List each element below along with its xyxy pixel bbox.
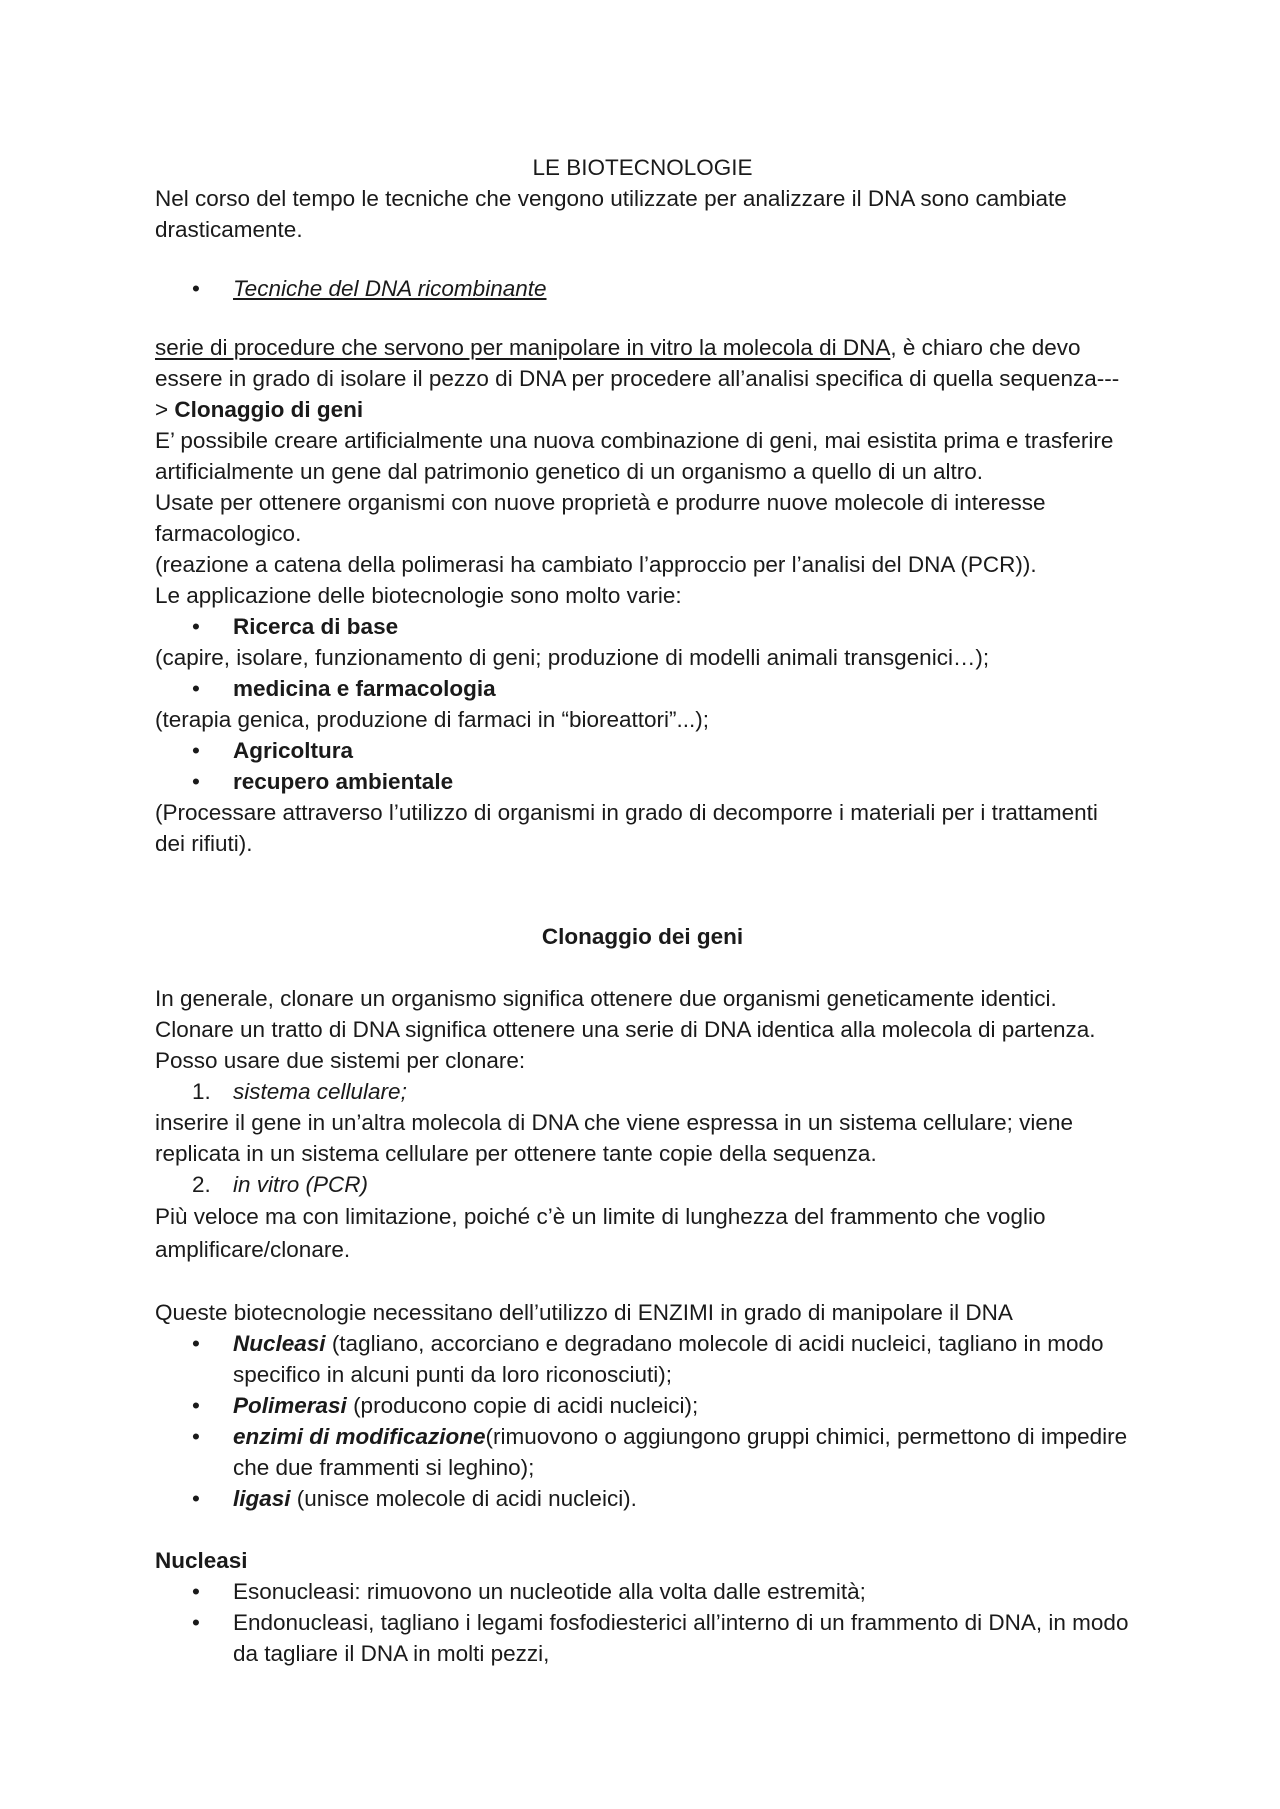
list-item [155, 1607, 1130, 1669]
spacer [155, 952, 1130, 983]
bullet-icon: • [192, 276, 200, 301]
bullet-icon: • [192, 1424, 200, 1449]
paragraph-generale: In generale, clonare un organismo significa ottenere due organismi geneticamente identici. Clonare un tratto di DNA significa ottenere una serie di DNA identica alla molecola di partenza. Posso usare due sistemi per clonare: [155, 986, 1096, 1073]
paragraph-enzimi: Queste biotecnologie necessitano dell’utilizzo di ENZIMI in grado di manipolare il DNA [155, 1300, 1013, 1325]
list-item [155, 735, 1130, 766]
bullet-icon: • [192, 676, 200, 701]
intro-paragraph: Nel corso del tempo le tecniche che vengono utilizzate per analizzare il DNA sono cambiate drasticamente. [155, 186, 1067, 242]
list-item-text: Esonucleasi: rimuovono un nucleotide alla volta dalle estremità; [233, 1579, 866, 1604]
list-item-desc: (terapia genica, produzione di farmaci in “bioreattori”...); [155, 707, 710, 732]
list-item [155, 1169, 1130, 1200]
list-item-label: recupero ambientale [233, 769, 454, 794]
enzyme-desc: (rimuovono o aggiungono gruppi chimici, permettono di impedire che due frammenti si leghino); [233, 1424, 1128, 1480]
list-item-label: medicina e farmacologia [233, 676, 496, 701]
list-item-text: Endonucleasi, tagliano i legami fosfodiesterici all’interno di un frammento di DNA, in modo da tagliare il DNA in molti pezzi, [233, 1610, 1129, 1666]
paragraph-serie [155, 332, 1130, 425]
paragraph-possibile: E’ possibile creare artificialmente una nuova combinazione di geni, mai esistita prima e trasferire artificialmente un gene dal patrimonio genetico di un organismo a quello di un altro. [155, 428, 1114, 484]
nucleasi-heading: Nucleasi [155, 1548, 248, 1573]
list-item-desc: (Processare attraverso l’utilizzo di organismi in grado di decomporre i materiali per i trattamenti dei rifiuti). [155, 800, 1098, 856]
list-item [155, 1576, 1130, 1607]
page-title: LE BIOTECNOLOGIE [532, 155, 753, 180]
heading-tecniche: Tecniche del DNA ricombinante [233, 276, 547, 301]
paragraph-reazione: (reazione a catena della polimerasi ha cambiato l’approccio per l’analisi del DNA (PCR)). [155, 552, 1037, 577]
list-item-desc: (capire, isolare, funzionamento di geni; produzione di modelli animali transgenici…); [155, 645, 990, 670]
underlined-text: serie di procedure che servono per manipolare in vitro la molecola di DNA [155, 335, 891, 360]
bullet-icon: • [192, 1393, 200, 1418]
spacer [155, 859, 1130, 921]
list-item [155, 611, 1130, 642]
spacer [155, 1514, 1130, 1545]
enzyme-desc: (tagliano, accorciano e degradano molecole di acidi nucleici, tagliano in modo specifico in alcuni punti da loro riconosciuti); [233, 1331, 1104, 1387]
spacer [155, 304, 1130, 332]
list-item-label: in vitro (PCR) [233, 1172, 369, 1197]
list-item-desc: inserire il gene in un’altra molecola di DNA che viene espressa in un sistema cellulare; viene replicata in un sistema cellulare per ottenere tante copie della sequenza. [155, 1110, 1073, 1166]
paragraph-usate: Usate per ottenere organismi con nuove proprietà e produrre nuove molecole di interesse farmacologico. [155, 490, 1046, 546]
list-item [155, 1483, 1130, 1514]
list-number: 2. [192, 1172, 211, 1197]
bullet-icon: • [192, 769, 200, 794]
bullet-icon: • [192, 1610, 200, 1635]
bold-text: Clonaggio di geni [174, 397, 364, 422]
list-item [155, 673, 1130, 704]
spacer [155, 1266, 1130, 1297]
enzyme-name: ligasi [233, 1486, 291, 1511]
spacer [155, 245, 1130, 273]
list-item-label: Ricerca di base [233, 614, 399, 639]
bullet-icon: • [192, 1331, 200, 1356]
list-item-label: sistema cellulare; [233, 1079, 407, 1104]
list-item [155, 1390, 1130, 1421]
list-item [155, 766, 1130, 797]
paragraph-applicazione: Le applicazione delle biotecnologie sono molto varie: [155, 583, 682, 608]
list-item-desc: Più veloce ma con limitazione, poiché c’è un limite di lunghezza del frammento che voglio amplificare/clonare. [155, 1204, 1046, 1262]
text: , è chiaro che devo essere in grado di isolare il pezzo di DNA per procedere all’analisi specifica di quella sequenza---> [155, 335, 1120, 422]
list-item [155, 273, 1130, 304]
list-item [155, 1421, 1130, 1483]
bullet-icon: • [192, 614, 200, 639]
list-item [155, 1076, 1130, 1107]
bullet-icon: • [192, 1579, 200, 1604]
section-title: Clonaggio dei geni [541, 924, 744, 949]
list-item-label: Agricoltura [233, 738, 354, 763]
enzyme-name: enzimi di modificazione [233, 1424, 486, 1449]
list-number: 1. [192, 1079, 211, 1104]
list-item [155, 1328, 1130, 1390]
enzyme-name: Nucleasi [233, 1331, 326, 1356]
enzyme-desc: (producono copie di acidi nucleici); [346, 1393, 699, 1418]
bullet-icon: • [192, 738, 200, 763]
bullet-icon: • [192, 1486, 200, 1511]
enzyme-desc: (unisce molecole di acidi nucleici). [290, 1486, 637, 1511]
enzyme-name: Polimerasi [233, 1393, 347, 1418]
